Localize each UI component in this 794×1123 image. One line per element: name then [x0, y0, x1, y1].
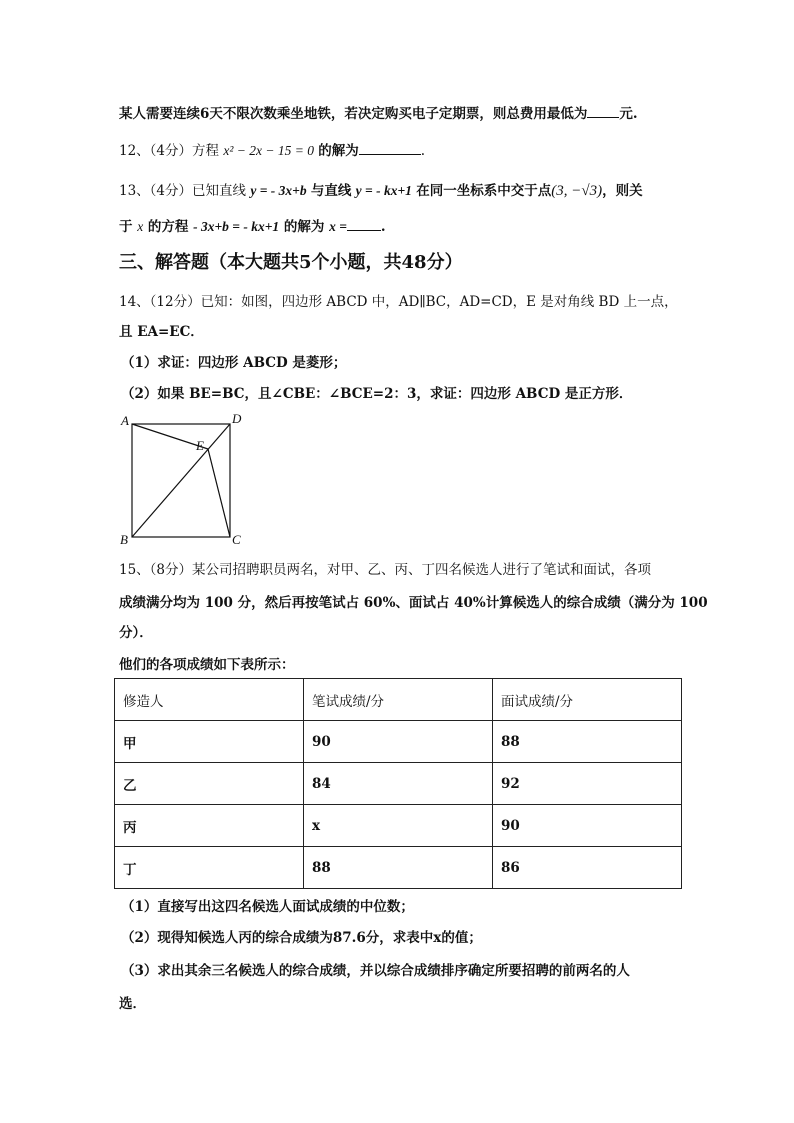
table-cell: 92 — [493, 763, 682, 805]
q13-line2-a: 于 — [119, 219, 133, 235]
table-cell: 丁 — [115, 847, 304, 889]
label-d: D — [232, 411, 242, 426]
q14-figure — [112, 410, 252, 550]
q13-eq1: y = - 3x+b — [250, 183, 307, 198]
table-cell: 丙 — [115, 805, 304, 847]
table-row — [115, 847, 682, 889]
q13-label: 13、（4分）已知直线 — [119, 183, 247, 199]
table-header-cell: 笔试成绩/分 — [304, 679, 493, 721]
q13-line1 — [119, 182, 643, 200]
scores-table — [114, 678, 682, 889]
table-cell: 88 — [304, 847, 493, 889]
table-row — [115, 721, 682, 763]
q15-table-intro: 他们的各项成绩如下表所示： — [119, 657, 295, 673]
table-header-cell: 面试成绩/分 — [493, 679, 682, 721]
q12-suffix: 的解为 — [318, 143, 359, 159]
table-cell: x — [304, 805, 493, 847]
q13-x-var: x — [137, 219, 144, 234]
section3-heading: 三、解答题（本大题共5个小题，共48分） — [119, 252, 463, 273]
q13-line2 — [119, 217, 386, 236]
q13-equation: - 3x+b = - kx+1 — [193, 219, 280, 234]
q12-answer-blank — [359, 141, 421, 155]
q15-line2: 成绩满分均为 100 分，然后再按笔试占 60%、面试占 40%计算候选人的综合成绩（满分为 100 — [119, 595, 708, 611]
q14-line2: 且 EA=EC． — [119, 324, 204, 340]
label-c: C — [232, 532, 241, 547]
segment-ec — [208, 449, 230, 537]
q11-answer-blank — [587, 104, 619, 118]
q13-mid2: 在同一坐标系中交于点 — [416, 183, 552, 199]
q12-equation: x² − 2x − 15 = 0 — [223, 143, 314, 158]
table-cell: 90 — [304, 721, 493, 763]
q14-part2: （2）如果 BE=BC，且∠CBE：∠BCE=2：3，求证：四边形 ABCD 是正方形． — [121, 386, 633, 402]
table-cell: 86 — [493, 847, 682, 889]
q11-tail-text: 某人需要连续6天不限次数乘坐地铁，若决定购买电子定期票，则总费用最低为 — [119, 106, 588, 122]
table-header-row — [115, 679, 682, 721]
table-header-cell: 修造人 — [115, 679, 304, 721]
q15-part3-line1: （3）求出其余三名候选人的综合成绩，并以综合成绩排序确定所要招聘的前两名的人 — [121, 963, 630, 979]
table-cell: 甲 — [115, 721, 304, 763]
label-e: E — [196, 438, 204, 453]
q13-mid: 与直线 — [310, 183, 352, 199]
q13-eq2: y = - kx+1 — [355, 183, 412, 198]
table-cell: 90 — [493, 805, 682, 847]
q13-line2-b: 的方程 — [147, 219, 189, 235]
q13-answer-blank — [347, 217, 381, 231]
q13-point: (3, −√3) — [551, 183, 603, 199]
q11-unit: 元. — [619, 106, 638, 122]
table-cell: 乙 — [115, 763, 304, 805]
q15-part1: （1）直接写出这四名候选人面试成绩的中位数； — [121, 899, 414, 915]
label-b: B — [120, 532, 128, 547]
q12-label: 12、（4分）方程 — [119, 143, 220, 159]
q12-line — [119, 141, 425, 160]
q15-part3-line2: 选． — [119, 996, 146, 1012]
q13-line2-end: . — [380, 219, 386, 235]
q13-line2-c: 的解为 — [283, 219, 325, 235]
label-a: A — [121, 413, 129, 428]
table-row — [115, 805, 682, 847]
q11-tail-line — [119, 104, 638, 123]
q15-line1: 15、（8分）某公司招聘职员两名，对甲、乙、丙、丁四名候选人进行了笔试和面试，各项 — [119, 562, 652, 578]
q13-x-equals: x = — [329, 219, 347, 234]
q15-line3: 分）． — [119, 625, 153, 641]
table-row — [115, 763, 682, 805]
q15-part2: （2）现得知候选人丙的综合成绩为87.6分，求表中x的值； — [121, 930, 482, 946]
q14-line1: 14、（12分）已知：如图，四边形 ABCD 中，AD∥BC，AD=CD，E 是对角线 BD 上一点， — [119, 294, 678, 310]
q13-line1-end: ，则关 — [602, 183, 643, 199]
q14-part1: （1）求证：四边形 ABCD 是菱形； — [121, 355, 347, 371]
table-cell: 84 — [304, 763, 493, 805]
table-cell: 88 — [493, 721, 682, 763]
q12-end: . — [420, 143, 426, 159]
